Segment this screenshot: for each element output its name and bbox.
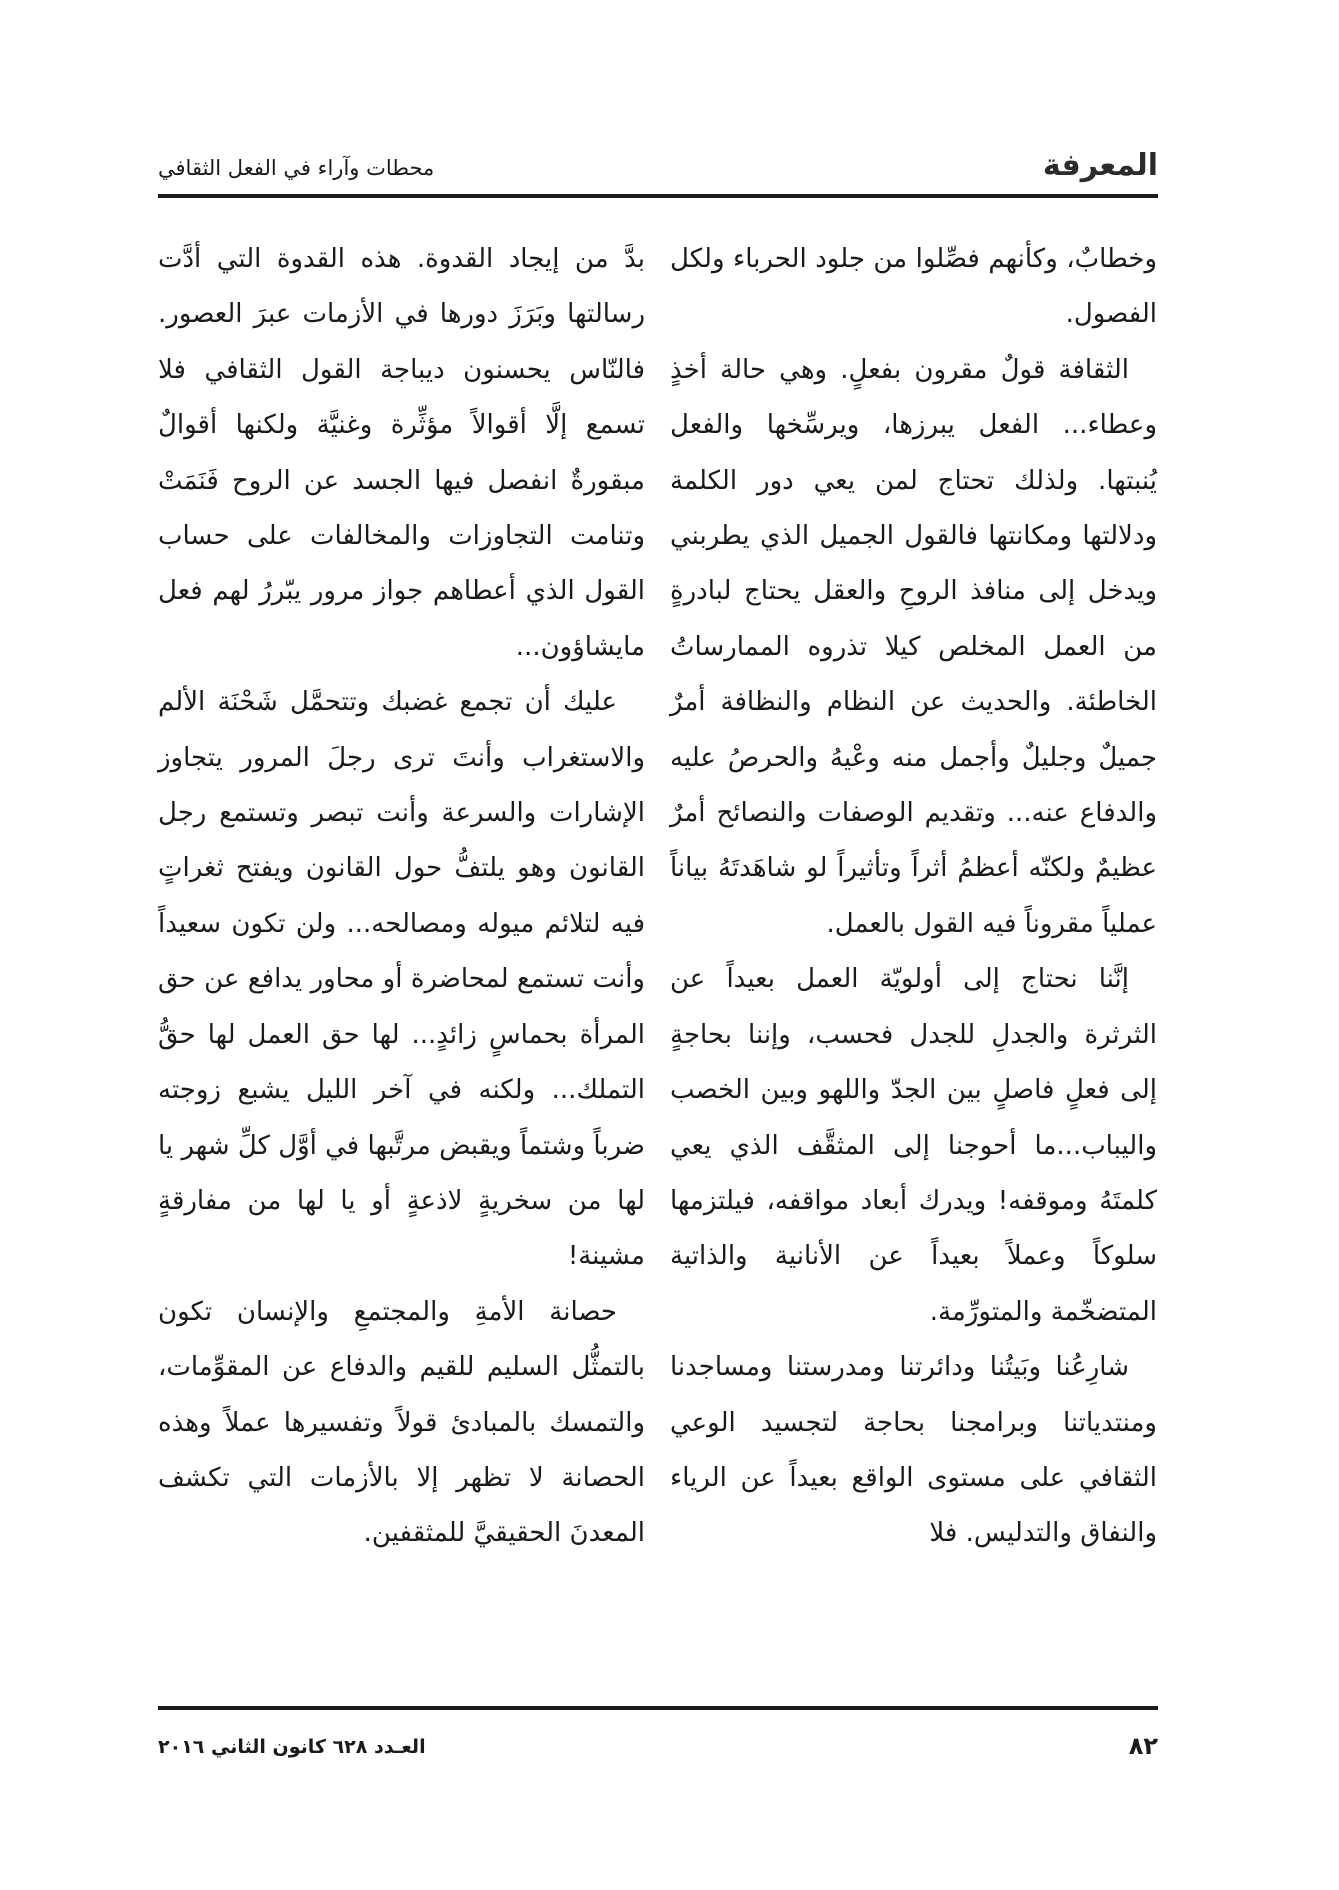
paragraph: عليك أن تجمع غضبك وتتحمَّل شَحْنَة الألم والاستغراب وأنتَ ترى رجلَ المرور يتجاوز الإشارات والسرعة وأنت تبصر وتستمع رجل القانون وهو يلتفُّ حول القانون ويفتح ثغراتٍ فيه لتلائم ميوله ومصالحه... ولن تكون سعيداً وأنت تستمع لمحاضرة أو محاور يدافع عن حق المرأة بحماسٍ زائدٍ... لها حق العمل لها حقُّ التملك... ولكنه في آخر الليل يشبع زوجته ضرباً وشتماً ويقبض مرتَّبها في أوَّل كلِّ شهر يا لها من سخريةٍ لاذعةٍ أو يا لها من مفارقةٍ مشينة! bbox=[158, 687, 645, 1272]
paragraph: حصانة الأمةِ والمجتمعِ والإنسان تكون بالتمثُّل السليم للقيم والدفاع عن المقوِّمات، والتمسك بالمبادئ قولاً وتفسيرها عملاً وهذه الحصانة لا تظهر إلا بالأزمات التي تكشف المعدنَ الحقيقيَّ للمثقفين. bbox=[158, 1296, 645, 1549]
article-column-right bbox=[670, 232, 1157, 1692]
paragraph: الثقافة قولٌ مقرون بفعلٍ. وهي حالة أخذٍ وعطاء... الفعل يبرزها، ويرسِّخها والفعل يُنبتها. ولذلك تحتاج لمن يعي دور الكلمة ودلالتها ومكانتها فالقول الجميل الذي يطربني ويدخل إلى منافذ الروحِ والعقل يحتاج لبادرةٍ من العمل المخلص كيلا تذروه الممارساتُ الخاطئة. والحديث عن النظام والنظافة أمرٌ جميلٌ وجليلٌ وأجمل منه وعْيهُ والحرصُ عليه والدفاع عنه... وتقديم الوصفات والنصائح أمرٌ عظيمٌ ولكنّه أعظمُ أثراً وتأثيراً لو شاهَدتَهُ بياناً عملياً مقروناً فيه القول بالعمل. bbox=[670, 354, 1157, 939]
issue-info: العـدد ٦٢٨ كانون الثاني ٢٠١٦ bbox=[158, 1736, 426, 1758]
page-number: ٨٢ bbox=[1128, 1732, 1158, 1760]
footer-rule bbox=[158, 1706, 1158, 1710]
paragraph: إنَّنا نحتاج إلى أولويّة العمل بعيداً عن الثرثرة والجدلِ للجدل فحسب، وإننا بحاجةٍ إلى فعلٍ فاصلٍ بين الجدّ واللهو وبين الخصب واليباب...ما أحوجنا إلى المثقَّف الذي يعي كلمتَهُ وموقفه! ويدرك أبعاد مواقفه، فيلتزمها سلوكاً وعملاً بعيداً عن الأنانية والذاتية المتضخّمة والمتورِّمة. bbox=[670, 964, 1157, 1327]
magazine-logo: المعرفة bbox=[1042, 148, 1158, 183]
section-title: محطات وآراء في الفعل الثقافي bbox=[158, 156, 435, 180]
header-rule bbox=[158, 194, 1158, 198]
page-header bbox=[158, 148, 1158, 188]
paragraph: وخطابٌ، وكأنهم فصِّلوا من جلود الحرباء ولكل الفصول. bbox=[670, 244, 1157, 330]
paragraph: بدَّ من إيجاد القدوة. هذه القدوة التي أدَّت رسالتها وبَرَزَ دورها في الأزمات عبرَ العصور. فالنّاس يحسنون ديباجة القول الثقافي فلا تسمع إلَّا أقوالاً مؤثِّرة وغنيَّة ولكنها أقوالٌ مبقورةٌ انفصل فيها الجسد عن الروح فَنَمَتْ وتنامت التجاوزات والمخالفات على حساب القول الذي أعطاهم جواز مرور يبّررُ لهم فعل مايشاؤون... bbox=[158, 244, 645, 662]
paragraph: شارِعُنا وبَيتُنا ودائرتنا ومدرستنا ومساجدنا ومنتدياتنا وبرامجنا بحاجة لتجسيد الوعي الثقافي على مستوى الواقع بعيداً عن الرياء والنفاق والتدليس. فلا bbox=[670, 1352, 1157, 1549]
article-column-left bbox=[158, 232, 645, 1692]
